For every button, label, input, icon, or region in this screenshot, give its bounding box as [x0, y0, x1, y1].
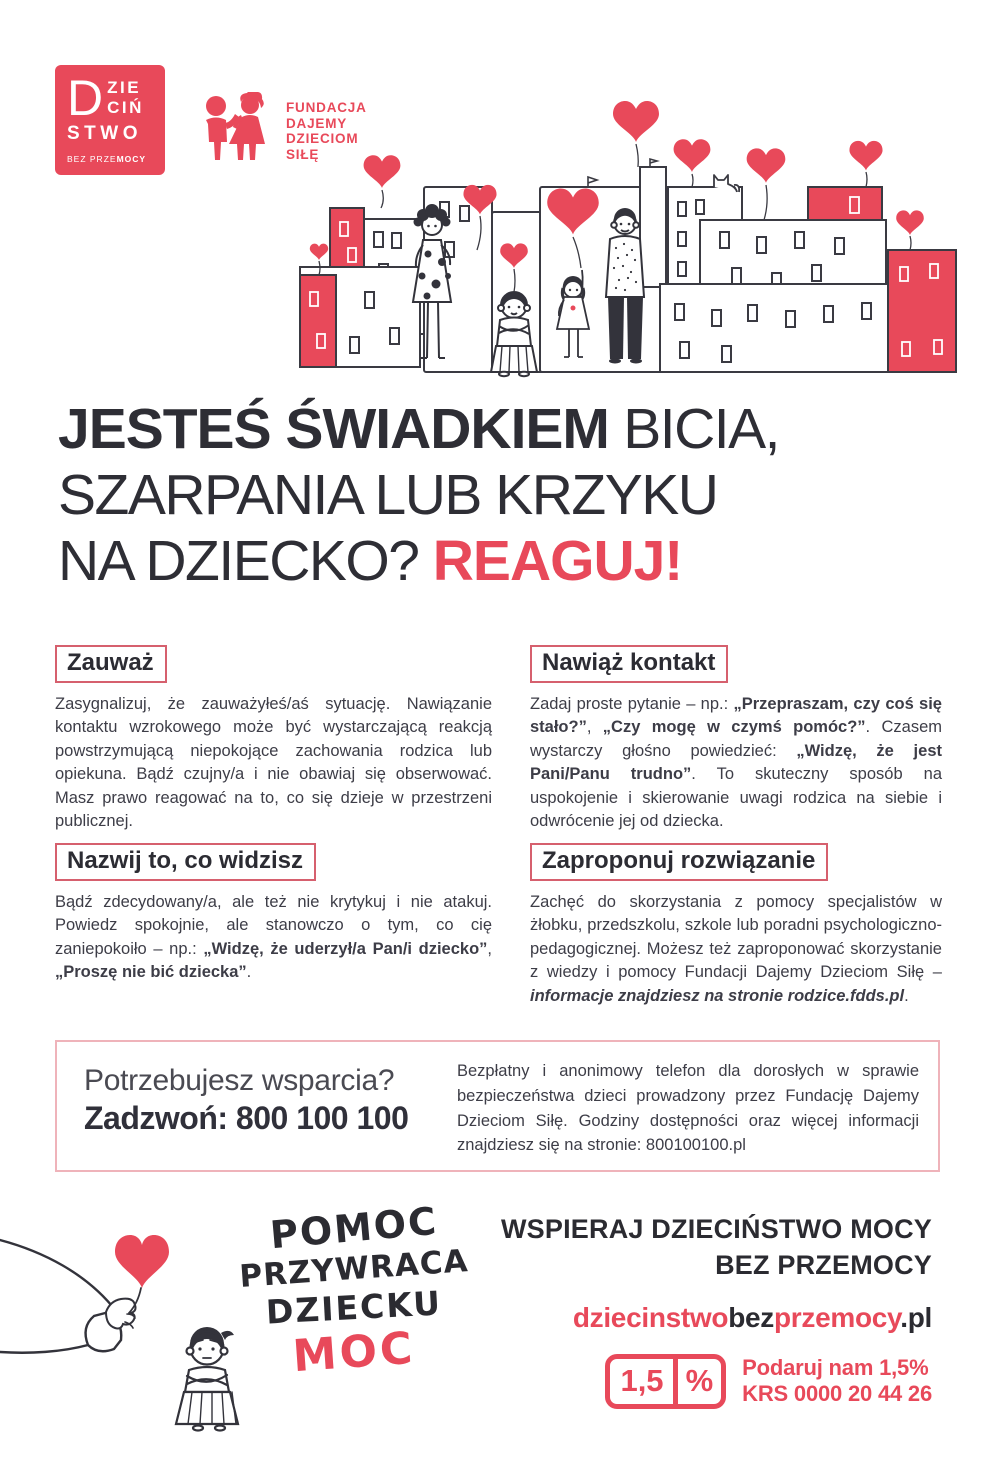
main-headline: [58, 396, 958, 594]
badge-value: 1,5: [610, 1359, 677, 1404]
section-zauwaz: [55, 645, 492, 834]
campaign-url: dziecinstwobezprzemocy.pl: [572, 1301, 932, 1333]
logo-top-row: [67, 70, 155, 126]
logo-stwo: STWO: [67, 123, 142, 144]
children-holding-hands-icon: [197, 92, 277, 170]
section-zaproponuj: [530, 843, 942, 1008]
percent-sign: %: [685, 1362, 714, 1398]
heart-in-hand: [115, 1235, 169, 1288]
section-title: Zaproponuj rozwiązanie: [530, 843, 828, 881]
footer-support-block: [452, 1212, 932, 1409]
logo-zie: ZIE: [107, 78, 142, 97]
support-left: [84, 1064, 408, 1137]
support-phone-box: [55, 1040, 940, 1172]
rodzice-fdds-url: informacje znajdziesz na stronie rodzice.fdds.pl: [530, 986, 905, 1005]
support-question: Potrzebujesz wsparcia?: [84, 1064, 395, 1097]
support-phone-number: Zadzwoń: 800 100 100: [84, 1100, 409, 1136]
support-info-text: Bezpłatny i anonimowy telefon dla dorosłych w sprawie bezpieczeństwa dzieci prowadzony przez Fundację Dajemy Dzieciom Siłę. Godziny dostępności oraz więcej informacji znajdziesz się na stronie: 800100100.pl: [457, 1062, 919, 1155]
slogan-line-1: POMOC: [268, 1198, 440, 1258]
section-body: Bądź zdecydowany/a, ale też nie krytykuj i nie atakuj. Powiedz spokojnie, ale stanowczo o tym, co cię zaniepokoiło – np.: „Widzę, że uderzył/a Pan/i dziecko”, „Proszę nie bić dziecka”.: [55, 893, 493, 982]
slogan-line-2: PRZYWRACA: [238, 1243, 470, 1295]
section-nazwij-to: [55, 843, 492, 985]
section-nawiaz-kontakt: [530, 645, 942, 834]
logo-cin: CIŃ: [107, 98, 144, 118]
section-title: Zauważ: [55, 645, 167, 683]
section-title: Nazwij to, co widzisz: [55, 843, 316, 881]
section-body: Zachęć do skorzystania z pomocy specjalistów w żłobku, przedszkolu, szkole lub poradni psychologiczno-pedagogicznej. Możesz też zaproponować skorzystanie z wiedzy i pomocy Fundacji Dajemy Dzieciom Siłę – informacje znajdziesz na stronie rodzice.fdds.pl.: [530, 893, 942, 1005]
donate-line-1: Podaruj nam 1,5%: [742, 1355, 929, 1381]
headline-line-3: NA DZIECKO? REAGUJ!: [58, 529, 683, 593]
section-body: Zadaj proste pytanie – np.: „Przepraszam, czy coś się stało?”, „Czy mogę w czymś pomóc?”. Czasem wystarczy głośno powiedzieć: „Widzę, że jest Pani/Panu trudno”. To skuteczny sposób na uspokojenie i skierowanie uwagi rodzica na siebie i odwrócenie jej od dziecka.: [530, 695, 943, 831]
support-heading-line-1: WSPIERAJ DZIECIŃSTWO MOCY: [500, 1214, 932, 1244]
logo-tagline: BEZ PRZEMOCY: [67, 154, 147, 164]
city-heart-balloons-illustration: [290, 92, 970, 384]
slogan-line-3: DZIECKU: [265, 1283, 443, 1332]
reaguj-text: REAGUJ!: [432, 529, 683, 593]
slogan-line-4-moc: MOC: [291, 1322, 417, 1383]
headline-line-1: JESTEŚ ŚWIADKIEM BICIA,: [58, 397, 779, 461]
logo-letter-d: D: [67, 70, 104, 126]
section-title: Nawiąż kontakt: [530, 645, 728, 683]
krs-number: KRS 0000 20 44 26: [742, 1381, 932, 1407]
support-heading-line-2: BEZ PRZEMOCY: [715, 1249, 932, 1280]
arm-line: [0, 1240, 112, 1306]
logo-zie-cin: [107, 78, 144, 118]
fdds-logo-text: FUNDACJA DAJEMY DZIECIOM SIŁĘ: [286, 100, 367, 162]
hand-heart-child-illustration: [0, 1202, 260, 1460]
dziecinstwo-bez-przemocy-logo: [55, 65, 165, 175]
section-body: Zasygnalizuj, że zauważyłeś/aś sytuację. Nawiązanie kontaktu wzrokowego może być wystarczającą reakcją powstrzymującą niepokojące zachowania rodzica lub opiekuna. Bądź czujny/a i nie obawiaj się obserwować. Masz prawo reagować na to, co się dzieje w przestrzeni publicznej.: [55, 695, 492, 831]
donation-row: [452, 1354, 932, 1409]
one-point-five-percent-badge: [605, 1354, 726, 1409]
pomoc-przywraca-slogan: [228, 1198, 480, 1383]
headline-line-2: SZARPANIA LUB KRZYKU: [58, 463, 718, 527]
donation-text: [742, 1355, 932, 1407]
